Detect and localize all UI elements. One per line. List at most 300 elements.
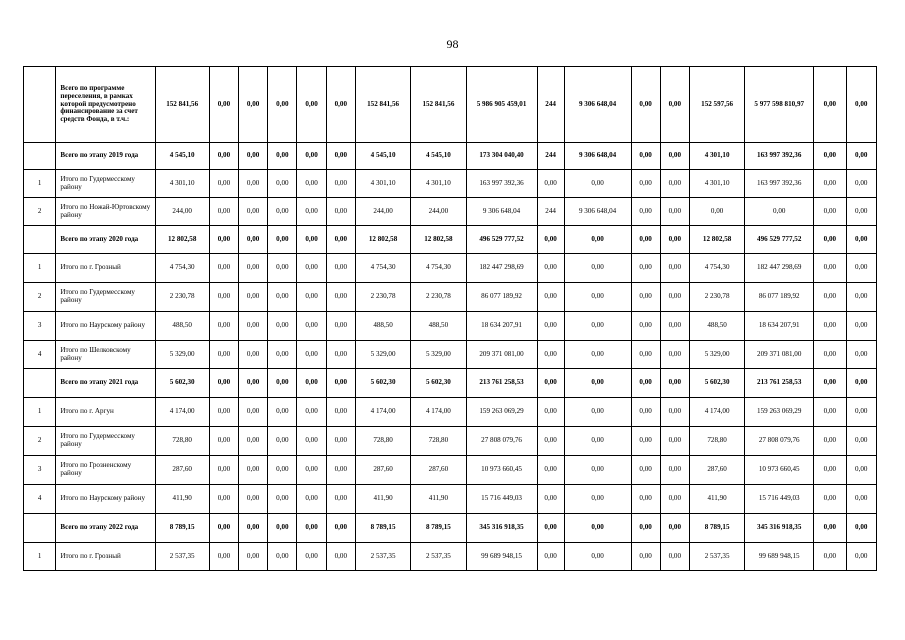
value-cell: 152 841,56 — [155, 67, 209, 143]
value-cell: 4 754,30 — [155, 254, 209, 283]
value-cell: 8 789,15 — [689, 514, 744, 543]
value-cell: 0,00 — [297, 198, 326, 226]
value-cell: 0,00 — [846, 283, 876, 312]
value-cell: 0,00 — [631, 312, 660, 341]
value-cell: 213 761 258,53 — [466, 369, 537, 398]
table-row — [24, 341, 877, 369]
value-cell: 15 716 449,03 — [466, 485, 537, 514]
value-cell: 496 529 777,52 — [745, 226, 814, 254]
value-cell: 0,00 — [660, 514, 689, 543]
value-cell: 0,00 — [268, 143, 297, 170]
value-cell: 0,00 — [537, 254, 564, 283]
table-row — [24, 254, 877, 283]
value-cell: 2 230,78 — [689, 283, 744, 312]
value-cell: 0,00 — [631, 398, 660, 427]
value-cell: 0,00 — [326, 198, 355, 226]
row-label-cell: Итого по Гудермесскому району — [56, 427, 155, 456]
value-cell: 0,00 — [209, 67, 238, 143]
value-cell: 0,00 — [564, 170, 631, 198]
value-cell: 2 230,78 — [411, 283, 466, 312]
value-cell: 0,00 — [631, 283, 660, 312]
value-cell: 0,00 — [268, 398, 297, 427]
value-cell: 0,00 — [268, 341, 297, 369]
value-cell: 5 977 598 810,97 — [745, 67, 814, 143]
value-cell: 5 329,00 — [411, 341, 466, 369]
value-cell: 0,00 — [297, 254, 326, 283]
value-cell: 0,00 — [326, 543, 355, 571]
value-cell: 0,00 — [564, 427, 631, 456]
value-cell: 728,80 — [689, 427, 744, 456]
value-cell: 9 306 648,04 — [564, 67, 631, 143]
value-cell: 12 802,58 — [689, 226, 744, 254]
value-cell: 0,00 — [846, 456, 876, 485]
value-cell: 0,00 — [326, 456, 355, 485]
value-cell: 0,00 — [814, 170, 846, 198]
value-cell: 0,00 — [537, 369, 564, 398]
row-label-cell: Всего по этапу 2020 года — [56, 226, 155, 254]
value-cell: 287,60 — [689, 456, 744, 485]
value-cell: 0,00 — [564, 341, 631, 369]
value-cell: 287,60 — [355, 456, 410, 485]
row-label-cell: Итого по Ножай-Юртовскому району — [56, 198, 155, 226]
value-cell: 0,00 — [537, 485, 564, 514]
value-cell: 159 263 069,29 — [745, 398, 814, 427]
value-cell: 0,00 — [239, 543, 268, 571]
value-cell: 0,00 — [326, 398, 355, 427]
value-cell: 411,90 — [689, 485, 744, 514]
value-cell: 0,00 — [268, 456, 297, 485]
value-cell: 0,00 — [209, 312, 238, 341]
row-number-cell — [24, 143, 56, 170]
value-cell: 152 597,56 — [689, 67, 744, 143]
table-row — [24, 485, 877, 514]
value-cell: 4 754,30 — [689, 254, 744, 283]
value-cell: 0,00 — [209, 398, 238, 427]
value-cell: 163 997 392,36 — [466, 170, 537, 198]
value-cell: 0,00 — [814, 283, 846, 312]
value-cell: 0,00 — [297, 398, 326, 427]
value-cell: 728,80 — [155, 427, 209, 456]
value-cell: 0,00 — [297, 341, 326, 369]
row-number-cell: 1 — [24, 543, 56, 571]
table-row — [24, 198, 877, 226]
value-cell: 0,00 — [537, 456, 564, 485]
value-cell: 0,00 — [660, 543, 689, 571]
value-cell: 5 602,30 — [411, 369, 466, 398]
value-cell: 2 537,35 — [155, 543, 209, 571]
value-cell: 411,90 — [155, 485, 209, 514]
value-cell: 0,00 — [660, 170, 689, 198]
value-cell: 27 808 079,76 — [745, 427, 814, 456]
value-cell: 0,00 — [814, 427, 846, 456]
row-label-cell: Итого по Наурскому району — [56, 485, 155, 514]
value-cell: 244,00 — [411, 198, 466, 226]
value-cell: 345 316 918,35 — [466, 514, 537, 543]
value-cell: 0,00 — [268, 514, 297, 543]
value-cell: 4 545,10 — [355, 143, 410, 170]
row-number-cell: 2 — [24, 198, 56, 226]
row-label-cell: Всего по этапу 2021 года — [56, 369, 155, 398]
row-number-cell: 1 — [24, 254, 56, 283]
value-cell: 0,00 — [814, 67, 846, 143]
value-cell: 0,00 — [660, 67, 689, 143]
value-cell: 0,00 — [814, 543, 846, 571]
value-cell: 345 316 918,35 — [745, 514, 814, 543]
value-cell: 0,00 — [268, 67, 297, 143]
value-cell: 0,00 — [631, 226, 660, 254]
table-row — [24, 427, 877, 456]
value-cell: 182 447 298,69 — [466, 254, 537, 283]
row-number-cell: 3 — [24, 312, 56, 341]
row-label-cell: Итого по Шелковскому району — [56, 341, 155, 369]
row-label-cell: Итого по Гудермесскому району — [56, 283, 155, 312]
value-cell: 0,00 — [239, 398, 268, 427]
table-row — [24, 543, 877, 571]
value-cell: 0,00 — [209, 254, 238, 283]
value-cell: 0,00 — [537, 427, 564, 456]
value-cell: 0,00 — [326, 170, 355, 198]
value-cell: 0,00 — [537, 514, 564, 543]
value-cell: 0,00 — [239, 456, 268, 485]
value-cell: 12 802,58 — [155, 226, 209, 254]
value-cell: 0,00 — [537, 341, 564, 369]
value-cell: 0,00 — [564, 283, 631, 312]
value-cell: 0,00 — [268, 543, 297, 571]
value-cell: 0,00 — [564, 254, 631, 283]
row-label-cell: Всего по этапу 2019 года — [56, 143, 155, 170]
value-cell: 0,00 — [564, 456, 631, 485]
value-cell: 0,00 — [297, 427, 326, 456]
value-cell: 0,00 — [209, 485, 238, 514]
summary-row — [24, 67, 877, 143]
summary-row — [24, 369, 877, 398]
value-cell: 0,00 — [297, 312, 326, 341]
value-cell: 411,90 — [411, 485, 466, 514]
value-cell: 0,00 — [209, 341, 238, 369]
value-cell: 0,00 — [631, 170, 660, 198]
value-cell: 4 301,10 — [355, 170, 410, 198]
value-cell: 0,00 — [814, 341, 846, 369]
value-cell: 0,00 — [814, 398, 846, 427]
value-cell: 0,00 — [631, 143, 660, 170]
value-cell: 18 634 207,91 — [466, 312, 537, 341]
value-cell: 0,00 — [846, 226, 876, 254]
value-cell: 0,00 — [326, 254, 355, 283]
value-cell: 0,00 — [564, 485, 631, 514]
resettlement-program-table — [23, 66, 877, 571]
value-cell: 0,00 — [631, 254, 660, 283]
value-cell: 86 077 189,92 — [466, 283, 537, 312]
row-label-cell: Итого по г. Грозный — [56, 254, 155, 283]
summary-row — [24, 226, 877, 254]
value-cell: 0,00 — [564, 369, 631, 398]
value-cell: 0,00 — [297, 143, 326, 170]
value-cell: 0,00 — [239, 143, 268, 170]
page-number: 98 — [446, 37, 459, 51]
value-cell: 209 371 081,00 — [466, 341, 537, 369]
value-cell: 99 689 948,15 — [466, 543, 537, 571]
value-cell: 0,00 — [814, 456, 846, 485]
value-cell: 411,90 — [355, 485, 410, 514]
value-cell: 488,50 — [155, 312, 209, 341]
value-cell: 0,00 — [239, 369, 268, 398]
value-cell: 4 545,10 — [155, 143, 209, 170]
value-cell: 0,00 — [660, 341, 689, 369]
row-label-cell: Итого по г. Грозный — [56, 543, 155, 571]
value-cell: 0,00 — [268, 485, 297, 514]
value-cell: 159 263 069,29 — [466, 398, 537, 427]
value-cell: 0,00 — [660, 456, 689, 485]
value-cell: 0,00 — [297, 543, 326, 571]
value-cell: 0,00 — [814, 312, 846, 341]
value-cell: 0,00 — [209, 170, 238, 198]
value-cell: 0,00 — [537, 170, 564, 198]
value-cell: 0,00 — [268, 283, 297, 312]
value-cell: 99 689 948,15 — [745, 543, 814, 571]
value-cell: 5 986 905 459,01 — [466, 67, 537, 143]
row-number-cell — [24, 67, 56, 143]
value-cell: 0,00 — [814, 485, 846, 514]
value-cell: 0,00 — [660, 143, 689, 170]
value-cell: 152 841,56 — [355, 67, 410, 143]
value-cell: 0,00 — [631, 67, 660, 143]
value-cell: 5 329,00 — [355, 341, 410, 369]
value-cell: 86 077 189,92 — [745, 283, 814, 312]
value-cell: 10 973 660,45 — [745, 456, 814, 485]
value-cell: 0,00 — [564, 543, 631, 571]
row-number-cell: 1 — [24, 398, 56, 427]
row-label-cell: Всего по программе переселения, в рамках которой предусмотрено финансирование за счет средств Фонда, в т.ч.: — [56, 67, 155, 143]
value-cell: 0,00 — [297, 456, 326, 485]
value-cell: 0,00 — [239, 67, 268, 143]
row-number-cell — [24, 226, 56, 254]
value-cell: 0,00 — [239, 312, 268, 341]
value-cell: 0,00 — [326, 67, 355, 143]
value-cell: 0,00 — [846, 341, 876, 369]
value-cell: 12 802,58 — [355, 226, 410, 254]
value-cell: 0,00 — [537, 543, 564, 571]
row-number-cell: 3 — [24, 456, 56, 485]
value-cell: 0,00 — [326, 226, 355, 254]
value-cell: 0,00 — [846, 254, 876, 283]
value-cell: 209 371 081,00 — [745, 341, 814, 369]
value-cell: 8 789,15 — [355, 514, 410, 543]
value-cell: 0,00 — [268, 198, 297, 226]
value-cell: 244 — [537, 143, 564, 170]
value-cell: 8 789,15 — [411, 514, 466, 543]
value-cell: 5 329,00 — [155, 341, 209, 369]
value-cell: 0,00 — [814, 143, 846, 170]
value-cell: 0,00 — [239, 485, 268, 514]
table-row — [24, 398, 877, 427]
value-cell: 0,00 — [239, 198, 268, 226]
value-cell: 0,00 — [209, 456, 238, 485]
value-cell: 0,00 — [326, 341, 355, 369]
value-cell: 0,00 — [239, 226, 268, 254]
value-cell: 0,00 — [297, 226, 326, 254]
value-cell: 0,00 — [268, 427, 297, 456]
value-cell: 5 329,00 — [689, 341, 744, 369]
value-cell: 4 301,10 — [689, 143, 744, 170]
value-cell: 244 — [537, 67, 564, 143]
value-cell: 2 537,35 — [689, 543, 744, 571]
summary-row — [24, 514, 877, 543]
value-cell: 0,00 — [846, 67, 876, 143]
value-cell: 0,00 — [297, 170, 326, 198]
value-cell: 0,00 — [814, 514, 846, 543]
value-cell: 0,00 — [564, 398, 631, 427]
value-cell: 4 754,30 — [411, 254, 466, 283]
value-cell: 244 — [537, 198, 564, 226]
value-cell: 0,00 — [326, 427, 355, 456]
value-cell: 728,80 — [355, 427, 410, 456]
value-cell: 0,00 — [209, 226, 238, 254]
row-label-cell: Итого по Наурскому району — [56, 312, 155, 341]
row-number-cell: 2 — [24, 427, 56, 456]
value-cell: 0,00 — [660, 198, 689, 226]
value-cell: 163 997 392,36 — [745, 143, 814, 170]
value-cell: 287,60 — [155, 456, 209, 485]
value-cell: 4 301,10 — [689, 170, 744, 198]
value-cell: 4 174,00 — [411, 398, 466, 427]
value-cell: 0,00 — [660, 427, 689, 456]
row-label-cell: Итого по Грозненскому району — [56, 456, 155, 485]
value-cell: 0,00 — [660, 283, 689, 312]
value-cell: 27 808 079,76 — [466, 427, 537, 456]
value-cell: 0,00 — [209, 369, 238, 398]
value-cell: 0,00 — [268, 369, 297, 398]
value-cell: 12 802,58 — [411, 226, 466, 254]
value-cell: 0,00 — [846, 143, 876, 170]
row-number-cell — [24, 369, 56, 398]
value-cell: 0,00 — [537, 283, 564, 312]
value-cell: 0,00 — [660, 226, 689, 254]
value-cell: 4 174,00 — [355, 398, 410, 427]
value-cell: 0,00 — [326, 312, 355, 341]
value-cell: 0,00 — [564, 514, 631, 543]
value-cell: 0,00 — [660, 485, 689, 514]
value-cell: 2 230,78 — [355, 283, 410, 312]
value-cell: 0,00 — [209, 427, 238, 456]
value-cell: 0,00 — [814, 198, 846, 226]
value-cell: 152 841,56 — [411, 67, 466, 143]
value-cell: 0,00 — [660, 369, 689, 398]
row-number-cell: 4 — [24, 485, 56, 514]
value-cell: 0,00 — [631, 427, 660, 456]
value-cell: 2 537,35 — [411, 543, 466, 571]
value-cell: 0,00 — [326, 485, 355, 514]
value-cell: 0,00 — [846, 312, 876, 341]
value-cell: 18 634 207,91 — [745, 312, 814, 341]
value-cell: 0,00 — [297, 283, 326, 312]
value-cell: 0,00 — [297, 369, 326, 398]
value-cell: 0,00 — [814, 226, 846, 254]
value-cell: 0,00 — [239, 254, 268, 283]
value-cell: 0,00 — [239, 283, 268, 312]
value-cell: 0,00 — [209, 514, 238, 543]
value-cell: 4 301,10 — [411, 170, 466, 198]
value-cell: 0,00 — [631, 341, 660, 369]
value-cell: 0,00 — [297, 485, 326, 514]
summary-row — [24, 143, 877, 170]
value-cell: 0,00 — [268, 254, 297, 283]
value-cell: 0,00 — [268, 312, 297, 341]
value-cell: 0,00 — [846, 427, 876, 456]
value-cell: 0,00 — [537, 398, 564, 427]
value-cell: 0,00 — [326, 143, 355, 170]
value-cell: 0,00 — [297, 67, 326, 143]
value-cell: 8 789,15 — [155, 514, 209, 543]
value-cell: 0,00 — [846, 485, 876, 514]
value-cell: 9 306 648,04 — [564, 143, 631, 170]
value-cell: 163 997 392,36 — [745, 170, 814, 198]
value-cell: 0,00 — [631, 485, 660, 514]
value-cell: 5 602,30 — [155, 369, 209, 398]
value-cell: 0,00 — [239, 341, 268, 369]
row-number-cell: 1 — [24, 170, 56, 198]
value-cell: 0,00 — [239, 427, 268, 456]
table-row — [24, 312, 877, 341]
value-cell: 5 602,30 — [355, 369, 410, 398]
value-cell: 488,50 — [355, 312, 410, 341]
value-cell: 0,00 — [846, 170, 876, 198]
value-cell: 5 602,30 — [689, 369, 744, 398]
value-cell: 0,00 — [326, 514, 355, 543]
value-cell: 0,00 — [631, 369, 660, 398]
value-cell: 0,00 — [631, 456, 660, 485]
value-cell: 0,00 — [689, 198, 744, 226]
value-cell: 0,00 — [209, 543, 238, 571]
value-cell: 0,00 — [814, 369, 846, 398]
value-cell: 496 529 777,52 — [466, 226, 537, 254]
row-label-cell: Итого по Гудермесскому району — [56, 170, 155, 198]
row-number-cell: 4 — [24, 341, 56, 369]
value-cell: 0,00 — [537, 226, 564, 254]
value-cell: 0,00 — [209, 283, 238, 312]
value-cell: 4 301,10 — [155, 170, 209, 198]
value-cell: 287,60 — [411, 456, 466, 485]
value-cell: 4 174,00 — [155, 398, 209, 427]
value-cell: 0,00 — [846, 369, 876, 398]
value-cell: 0,00 — [631, 543, 660, 571]
value-cell: 0,00 — [326, 369, 355, 398]
value-cell: 0,00 — [631, 514, 660, 543]
value-cell: 2 537,35 — [355, 543, 410, 571]
table-row — [24, 170, 877, 198]
value-cell: 0,00 — [846, 543, 876, 571]
value-cell: 0,00 — [239, 514, 268, 543]
value-cell: 0,00 — [660, 398, 689, 427]
value-cell: 0,00 — [564, 312, 631, 341]
value-cell: 173 304 040,40 — [466, 143, 537, 170]
table-row — [24, 456, 877, 485]
value-cell: 0,00 — [660, 312, 689, 341]
value-cell: 0,00 — [297, 514, 326, 543]
value-cell: 0,00 — [814, 254, 846, 283]
value-cell: 0,00 — [631, 198, 660, 226]
value-cell: 0,00 — [209, 198, 238, 226]
value-cell: 9 306 648,04 — [564, 198, 631, 226]
value-cell: 0,00 — [660, 254, 689, 283]
value-cell: 4 174,00 — [689, 398, 744, 427]
value-cell: 9 306 648,04 — [466, 198, 537, 226]
value-cell: 0,00 — [846, 514, 876, 543]
value-cell: 0,00 — [239, 170, 268, 198]
value-cell: 244,00 — [155, 198, 209, 226]
value-cell: 4 754,30 — [355, 254, 410, 283]
value-cell: 2 230,78 — [155, 283, 209, 312]
value-cell: 0,00 — [846, 198, 876, 226]
